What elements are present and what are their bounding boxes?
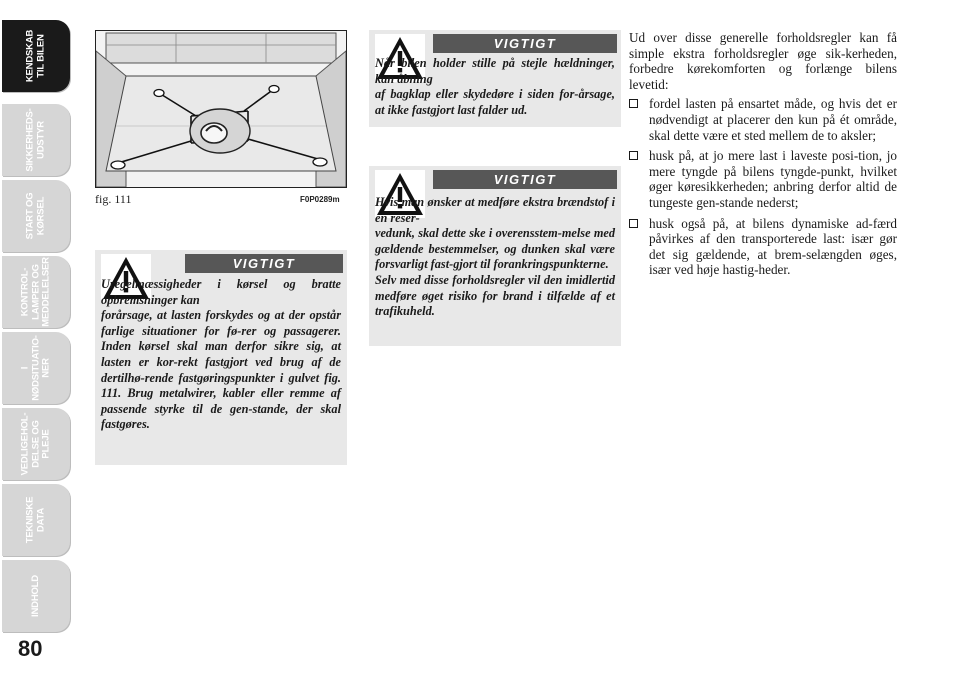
warning-text-2: Selv med disse forholdsregler vil den imidlertid medføre øget risiko for brand i tilfælde af et trafikuheld. (375, 272, 615, 319)
tab-start-og-koersel[interactable] (2, 180, 70, 252)
warning-box-slope (369, 30, 621, 127)
warning-body (101, 277, 341, 433)
warning-lead: Hvis man ønsker at medføre ekstra brændstof i en reser- (375, 195, 615, 225)
list-item-text: husk også på, at bilens dynamiske ad-færd påvirkes af den transporterede last: især gør det sig gældende, at brem-selængden øges, især ved høje hastig-heder. (649, 215, 897, 278)
checkbox-bullet-icon (629, 99, 638, 108)
tab-label: KONTROL- LAMPER OG MEDDELELSER (19, 257, 52, 327)
cargo-floor-illustration (96, 31, 346, 187)
warning-text: vedunk, skal dette ske i overensstem-melse med gældende bestemmelser, og dunken skal være forsvarligt fast-gjort til forankringspunkterne. (375, 226, 615, 272)
warning-header: VIGTIGT (433, 34, 617, 53)
warning-header: VIGTIGT (433, 170, 617, 189)
tab-vedligeholdelse[interactable] (2, 408, 70, 480)
tab-kontrollamper[interactable] (2, 256, 70, 328)
tab-kendskab-til-bilen[interactable] (2, 20, 70, 92)
tab-label: TEKNISKE DATA (24, 496, 46, 544)
tab-noedsituationer[interactable] (2, 332, 70, 404)
warning-lead: Uregelmæssigheder i kørsel og bratte opbremsninger kan (101, 277, 341, 307)
figure-code: F0P0289m (300, 195, 340, 204)
tab-label: START OG KØRSEL (24, 192, 46, 240)
list-item (629, 216, 897, 278)
warning-lead: Når bilen holder stille på stejle hældninger, kan åbning (375, 56, 615, 86)
tab-label: KENDSKAB TIL BILEN (24, 29, 46, 83)
warning-header: VIGTIGT (185, 254, 343, 273)
tab-label: I NØDSITUATIO- NER (19, 335, 52, 401)
bullet-list (629, 96, 897, 278)
tab-label: SIKKERHEDS- UDSTYR (24, 108, 46, 172)
list-item-text: husk på, at jo mere last i laveste posi-tion, jo mere tyngde på bilens tyngde-punkt, hvilket øger køresikkerheden; anbring derfor altid de tungeste gen-stande nederst; (649, 148, 897, 210)
list-item (629, 96, 897, 143)
warning-text: forårsage, at lasten forskydes og at der opstår farlige situationer for fø-rer og passagerer. Inden kørsel skal man derfor sikre sig, at lasten er kor-rekt fastgjort ved brug af de dertilhø-rende fastgøringspunkter i gulvet fig. 111. Brug metalwirer, kabler eller remme af passende styrke til de gen-stande, der skal fastgøres. (101, 308, 341, 432)
tab-label: VEDLIGEHOL- DELSE OG PLEJE (19, 412, 52, 476)
warning-body (375, 56, 615, 118)
tab-label: INDHOLD (29, 575, 41, 617)
warning-text: af bagklap eller skydedøre i siden for-årsage, at ikke fastgjort last falder ud. (375, 87, 615, 117)
warning-box-fuel (369, 166, 621, 346)
intro-paragraph: Ud over disse generelle forholdsregler kan få simple ekstra forholdsregler øge sik-kerheden, forbedre kørekomforten og forlænge bilens levetid: (629, 30, 897, 92)
list-item-text: fordel lasten på ensartet måde, og hvis det er nødvendigt at placerer den kun på ét område, skal dette være et sted mellem de to aksler; (649, 96, 897, 143)
checkbox-bullet-icon (629, 219, 638, 228)
list-item (629, 148, 897, 210)
warning-body (375, 195, 615, 320)
figure-caption: fig. 111 (95, 192, 132, 206)
body-text-column (629, 30, 897, 283)
tab-sikkerhedsudstyr[interactable] (2, 104, 70, 176)
checkbox-bullet-icon (629, 151, 638, 160)
tab-indhold[interactable] (2, 560, 70, 632)
warning-box-cargo (95, 250, 347, 465)
cargo-floor-figure (95, 30, 347, 188)
page-number: 80 (18, 636, 43, 661)
tab-tekniske-data[interactable] (2, 484, 70, 556)
